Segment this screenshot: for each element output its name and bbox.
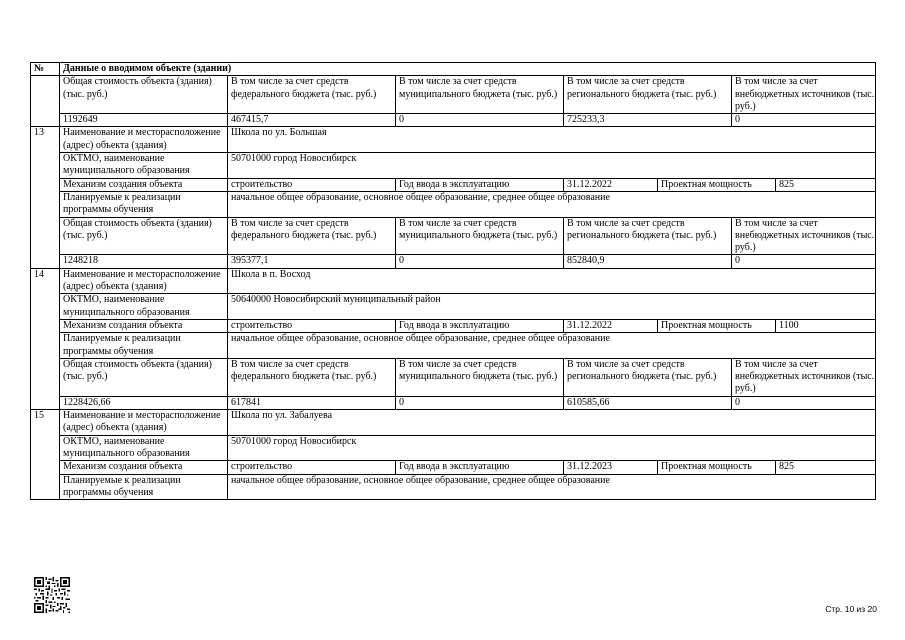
oktmo-value: 50701000 город Новосибирск [228,153,876,179]
year-value: 31.12.2023 [564,461,658,474]
object-name: Школа по ул. Забалуева [228,410,876,436]
regional-value: 852840,9 [564,255,732,268]
programs-row [31,333,876,359]
cost-header-row [31,358,876,396]
programs-row [31,191,876,217]
programs-value: начальное общее образование, основное общее образование, среднее общее образование [228,474,876,500]
extra-label: В том числе за счет внебюджетных источников (тыс. руб.) [732,217,876,255]
mechanism-value: строительство [228,178,396,191]
oktmo-value: 50701000 город Новосибирск [228,435,876,461]
total-cost-value: 1248218 [60,255,228,268]
name-label: Наименование и месторасположение (адрес) объекта (здания) [60,127,228,153]
total-cost-label: Общая стоимость объекта (здания) (тыс. руб.) [60,358,228,396]
federal-label: В том числе за счет средств федерального бюджета (тыс. руб.) [228,217,396,255]
object-name-row [31,127,876,153]
capacity-label: Проектная мощность [658,319,776,332]
total-cost-label: Общая стоимость объекта (здания) (тыс. руб.) [60,217,228,255]
programs-row [31,474,876,500]
regional-label: В том числе за счет средств регионального бюджета (тыс. руб.) [564,217,732,255]
capacity-label: Проектная мощность [658,178,776,191]
table-header-row [31,63,876,76]
page-number: Стр. 10 из 20 [825,604,877,614]
mechanism-row [31,178,876,191]
total-cost-value: 1192649 [60,114,228,127]
federal-value: 467415,7 [228,114,396,127]
programs-label: Планируемые к реализации программы обучения [60,474,228,500]
object-name-row [31,410,876,436]
qr-code-icon [34,577,70,613]
year-value: 31.12.2022 [564,178,658,191]
municipal-label: В том числе за счет средств муниципального бюджета (тыс. руб.) [396,217,564,255]
year-label: Год ввода в эксплуатацию [396,461,564,474]
extra-value: 0 [732,114,876,127]
mechanism-label: Механизм создания объекта [60,178,228,191]
programs-label: Планируемые к реализации программы обучения [60,191,228,217]
oktmo-value: 50640000 Новосибирский муниципальный район [228,294,876,320]
municipal-label: В том числе за счет средств муниципального бюджета (тыс. руб.) [396,358,564,396]
programs-value: начальное общее образование, основное общее образование, среднее общее образование [228,333,876,359]
object-name-row [31,268,876,294]
object-name: Школа в п. Восход [228,268,876,294]
object-number: 14 [31,268,60,409]
capacity-value: 825 [776,461,876,474]
municipal-value: 0 [396,396,564,409]
federal-label: В том числе за счет средств федерального бюджета (тыс. руб.) [228,76,396,114]
cost-header-row [31,76,876,114]
capacity-value: 1100 [776,319,876,332]
municipal-value: 0 [396,255,564,268]
total-cost-label: Общая стоимость объекта (здания) (тыс. руб.) [60,76,228,114]
cost-value-row [31,396,876,409]
regional-label: В том числе за счет средств регионального бюджета (тыс. руб.) [564,358,732,396]
oktmo-label: ОКТМО, наименование муниципального образования [60,435,228,461]
object-number: 15 [31,410,60,500]
continuation-cell [31,76,60,127]
extra-value: 0 [732,396,876,409]
name-label: Наименование и месторасположение (адрес) объекта (здания) [60,268,228,294]
oktmo-row [31,435,876,461]
federal-value: 617841 [228,396,396,409]
year-value: 31.12.2022 [564,319,658,332]
mechanism-label: Механизм создания объекта [60,319,228,332]
mechanism-row [31,319,876,332]
municipal-label: В том числе за счет средств муниципального бюджета (тыс. руб.) [396,76,564,114]
object-number: 13 [31,127,60,268]
mechanism-row [31,461,876,474]
extra-label: В том числе за счет внебюджетных источников (тыс. руб.) [732,358,876,396]
cost-value-row [31,114,876,127]
mechanism-label: Механизм создания объекта [60,461,228,474]
cost-value-row [31,255,876,268]
capacity-value: 825 [776,178,876,191]
oktmo-row [31,153,876,179]
oktmo-row [31,294,876,320]
regional-value: 610585,66 [564,396,732,409]
regional-value: 725233,3 [564,114,732,127]
municipal-value: 0 [396,114,564,127]
extra-label: В том числе за счет внебюджетных источников (тыс. руб.) [732,76,876,114]
cost-header-row [31,217,876,255]
extra-value: 0 [732,255,876,268]
federal-label: В том числе за счет средств федерального бюджета (тыс. руб.) [228,358,396,396]
year-label: Год ввода в эксплуатацию [396,319,564,332]
regional-label: В том числе за счет средств регионального бюджета (тыс. руб.) [564,76,732,114]
total-cost-value: 1228426,66 [60,396,228,409]
mechanism-value: строительство [228,461,396,474]
programs-label: Планируемые к реализации программы обучения [60,333,228,359]
table-title: Данные о вводимом объекте (здании) [60,63,876,76]
name-label: Наименование и месторасположение (адрес) объекта (здания) [60,410,228,436]
objects-table [30,62,876,500]
oktmo-label: ОКТМО, наименование муниципального образования [60,153,228,179]
capacity-label: Проектная мощность [658,461,776,474]
federal-value: 395377,1 [228,255,396,268]
object-name: Школа по ул. Большая [228,127,876,153]
year-label: Год ввода в эксплуатацию [396,178,564,191]
programs-value: начальное общее образование, основное общее образование, среднее общее образование [228,191,876,217]
num-column-header: № [31,63,60,76]
mechanism-value: строительство [228,319,396,332]
oktmo-label: ОКТМО, наименование муниципального образования [60,294,228,320]
